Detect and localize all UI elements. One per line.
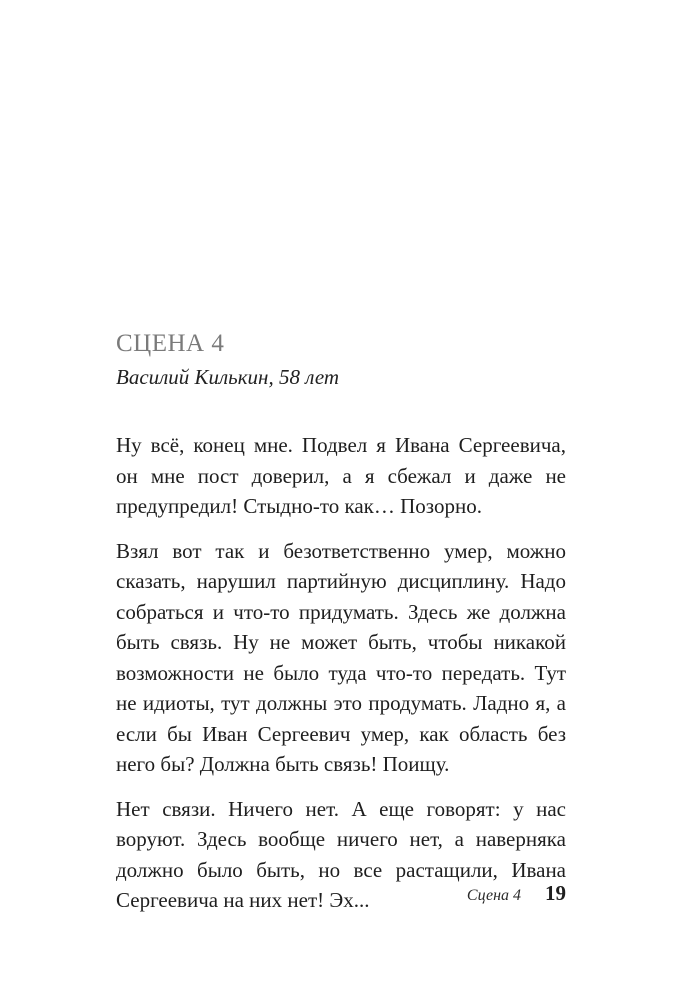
scene-title: СЦЕНА 4 [116, 330, 225, 357]
running-title: Сцена 4 [466, 887, 521, 904]
body-text [116, 430, 566, 930]
paragraph-2: Взял вот так и безответственно умер, можно сказать, нарушил партийную дисциплину. Надо собраться и что-то придумать. Здесь же должна быть связь. Ну не может быть, чтобы никакой возможности не было туда что-то передать. Тут не идиоты, тут должны это продумать. Ладно я, а если бы Иван Сергеевич умер, как область без него бы? Должна быть связь! Поищу. [116, 538, 566, 776]
scene-subtitle: Василий Килькин, 58 лет [116, 365, 340, 389]
paragraph-3: Нет связи. Ничего нет. А еще говорят: у нас воруют. Здесь вообще ничего нет, а наверняка должно было быть, но все растащили, Ивана Сергеевича на них нет! Эх... [116, 796, 566, 912]
paragraph-1: Ну всё, конец мне. Подвел я Ивана Сергеевича, он мне пост доверил, а я сбежал и даже не предупредил! Стыдно-то как… Позорно. [116, 433, 566, 518]
page-number: 19 [545, 881, 566, 905]
page-footer [116, 881, 566, 906]
scene-header [116, 328, 566, 392]
